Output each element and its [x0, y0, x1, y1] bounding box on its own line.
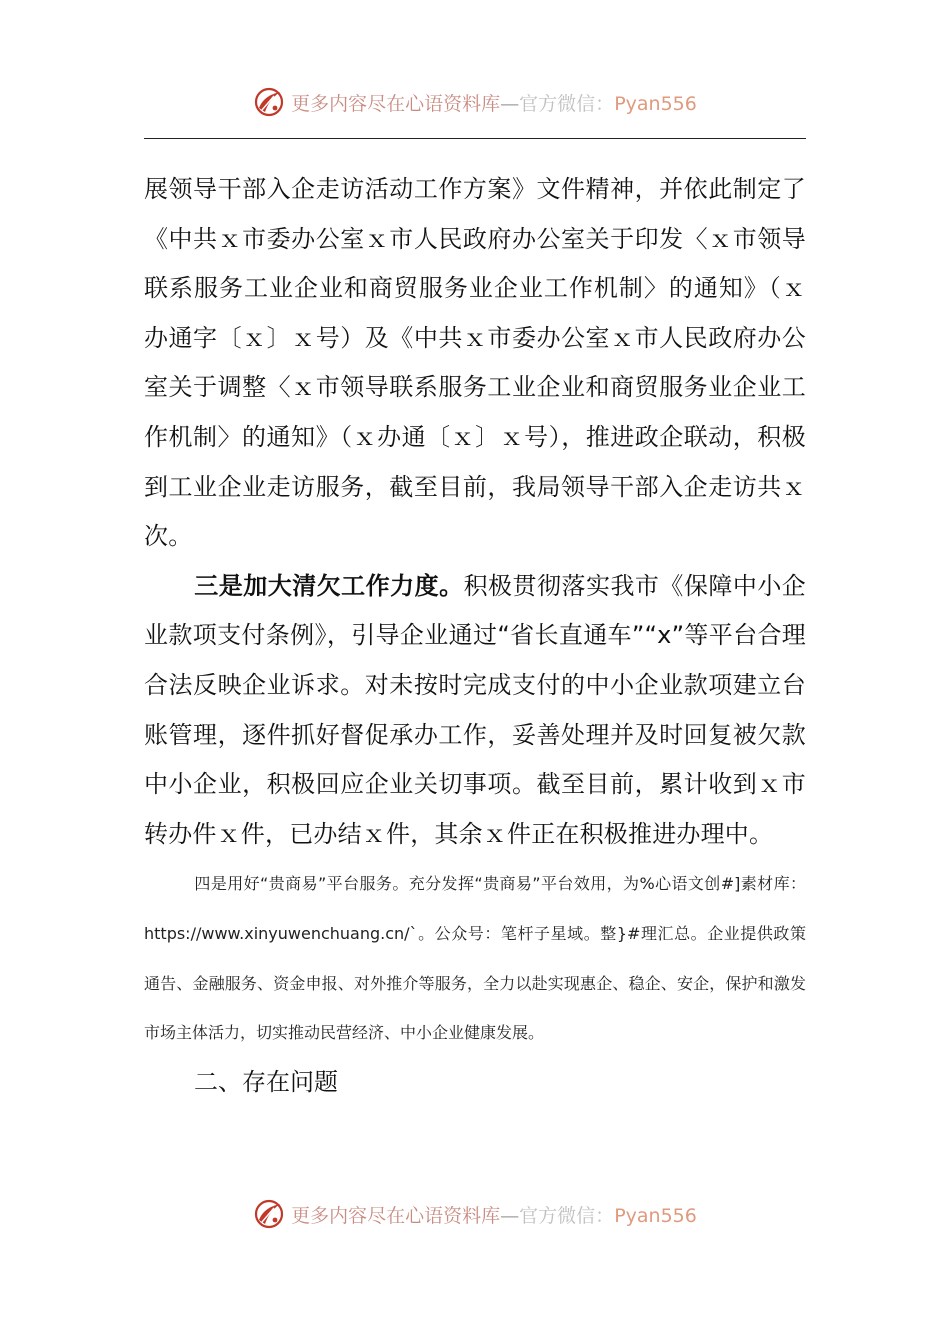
footer-wechat-id: Pyan556 — [614, 1204, 697, 1227]
section-heading-problems-text: 二、存在问题 — [194, 1067, 338, 1096]
paragraph-arrears-clearing-text: 积极贯彻落实我市《保障中小企业款项支付条例》，引导企业通过“省长直通车”“x”等平台合理合法反映企业诉求。对未按时完成支付的中小企业款项建立台账管理，逐件抓好督促承办工作，妥善处理并及时回复被欠款中小企业，积极回应企业关切事项。截至目前，累计收到ｘ市转办件ｘ件，已办结ｘ件，其余ｘ件正在积极推进办理中。 — [144, 571, 806, 848]
logo-icon — [253, 86, 285, 118]
paragraph-visit-activity: 展领导干部入企走访活动工作方案》文件精神，并依此制定了《中共ｘ市委办公室ｘ市人民政府办公室关于印发〈ｘ市领导联系服务工业企业和商贸服务业企业工作机制〉的通知》（ｘ办通字〔ｘ〕ｘ号）及《中共ｘ市委办公室ｘ市人民政府办公室关于调整〈ｘ市领导联系服务工业企业和商贸服务业企业工作机制〉的通知》（ｘ办通〔ｘ〕ｘ号），推进政企联动，积极到工业企业走访服务，截至目前，我局领导干部入企走访共ｘ次。 — [144, 175, 806, 551]
header-text — [291, 89, 697, 116]
paragraph-platform-service — [144, 859, 806, 1057]
document-body — [144, 165, 806, 1107]
paragraph-arrears-clearing — [144, 562, 806, 860]
header-wechat-label: 官方微信： — [519, 92, 615, 115]
footer-wechat-label: 官方微信： — [519, 1204, 615, 1227]
header-dash: — — [500, 92, 520, 115]
logo-icon — [253, 1198, 285, 1230]
footer-text — [291, 1201, 697, 1228]
footer-site-text: 更多内容尽在心语资料库 — [291, 1204, 501, 1227]
paragraph-platform-service-text: 四是用好“贵商易”平台服务。充分发挥“贵商易”平台效用，为%心语文创#]素材库：https://www.xinyuwenchuang.cn/`。公众号：笔杆子星域。整}#理汇总。企业提供政策通告、金融服务、资金申报、对外推介等服务，全力以赴实现惠企、稳企、安企，保护和激发市场主体活力，切实推动民营经济、中小企业健康发展。 — [144, 874, 806, 1043]
header-banner — [0, 82, 950, 122]
footer-dash: — — [500, 1204, 520, 1227]
header-site-text: 更多内容尽在心语资料库 — [291, 92, 501, 115]
paragraph-arrears-clearing-title: 三是加大清欠工作力度。 — [194, 571, 464, 600]
section-heading-problems — [144, 1058, 806, 1108]
footer-banner — [0, 1194, 950, 1234]
header-wechat-id: Pyan556 — [614, 92, 697, 115]
header-rule — [144, 138, 806, 139]
